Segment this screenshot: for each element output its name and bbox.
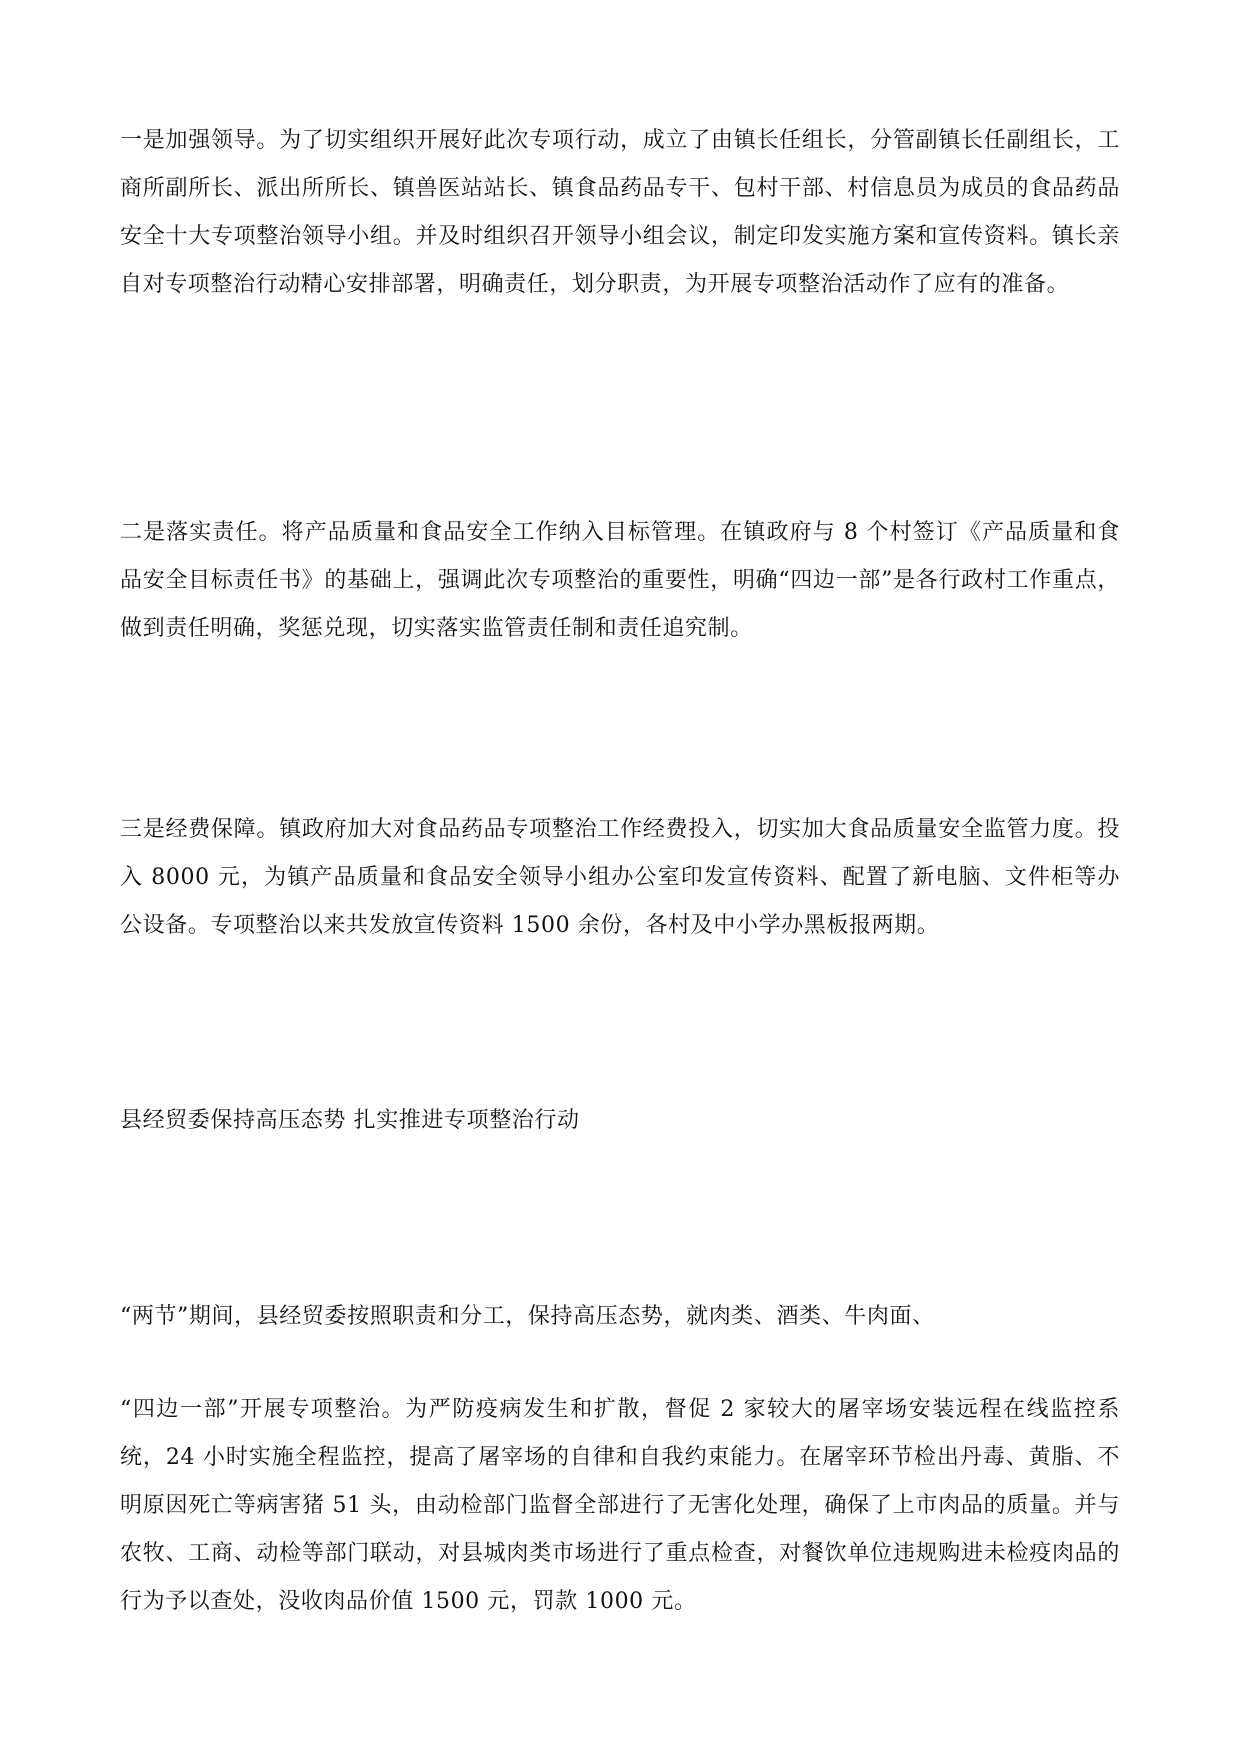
paragraph-holiday-intro: “两节”期间，县经贸委按照职责和分工，保持高压态势，就肉类、酒类、牛肉面、 <box>120 1304 935 1329</box>
paragraph-funding: 三是经费保障。镇政府加大对食品药品专项整治工作经费投入，切实加大食品质量安全监管力度。投入 8000 元，为镇产品质量和食品安全领导小组办公室印发宣传资料、配置了新电脑、文件柜等办公设备。专项整治以来共发放宣传资料 1500 余份，各村及中小学办黑板报两期。 <box>120 817 1120 938</box>
paragraph-responsibility: 二是落实责任。将产品质量和食品安全工作纳入目标管理。在镇政府与 8 个村签订《产品质量和食品安全目标责任书》的基础上，强调此次专项整治的重要性，明确“四边一部”是各行政村工作重点，做到责任明确，奖惩兑现，切实落实监管责任制和责任追究制。 <box>120 520 1120 641</box>
paragraph-leadership: 一是加强领导。为了切实组织开展好此次专项行动，成立了由镇长任组长，分管副镇长任副组长，工商所副所长、派出所所长、镇兽医站站长、镇食品药品专干、包村干部、村信息员为成员的食品药品安全十大专项整治领导小组。并及时组织召开领导小组会议，制定印发实施方案和宣传资料。镇长亲自对专项整治行动精心安排部署，明确责任，划分职责，为开展专项整治活动作了应有的准备。 <box>120 128 1120 297</box>
section-heading: 县经贸委保持高压态势 扎实推进专项整治行动 <box>120 1108 580 1133</box>
paragraph-meat-inspection: “四边一部”开展专项整治。为严防疫病发生和扩散，督促 2 家较大的屠宰场安装远程在线监控系统，24 小时实施全程监控，提高了屠宰场的自律和自我约束能力。在屠宰环节检出丹毒、黄脂、不明原因死亡等病害猪 51 头，由动检部门监督全部进行了无害化处理，确保了上市肉品的质量。并与农牧、工商、动检等部门联动，对县城肉类市场进行了重点检查，对餐饮单位违规购进未检疫肉品的行为予以查处，没收肉品价值 1500 元，罚款 1000 元。 <box>120 1397 1120 1614</box>
